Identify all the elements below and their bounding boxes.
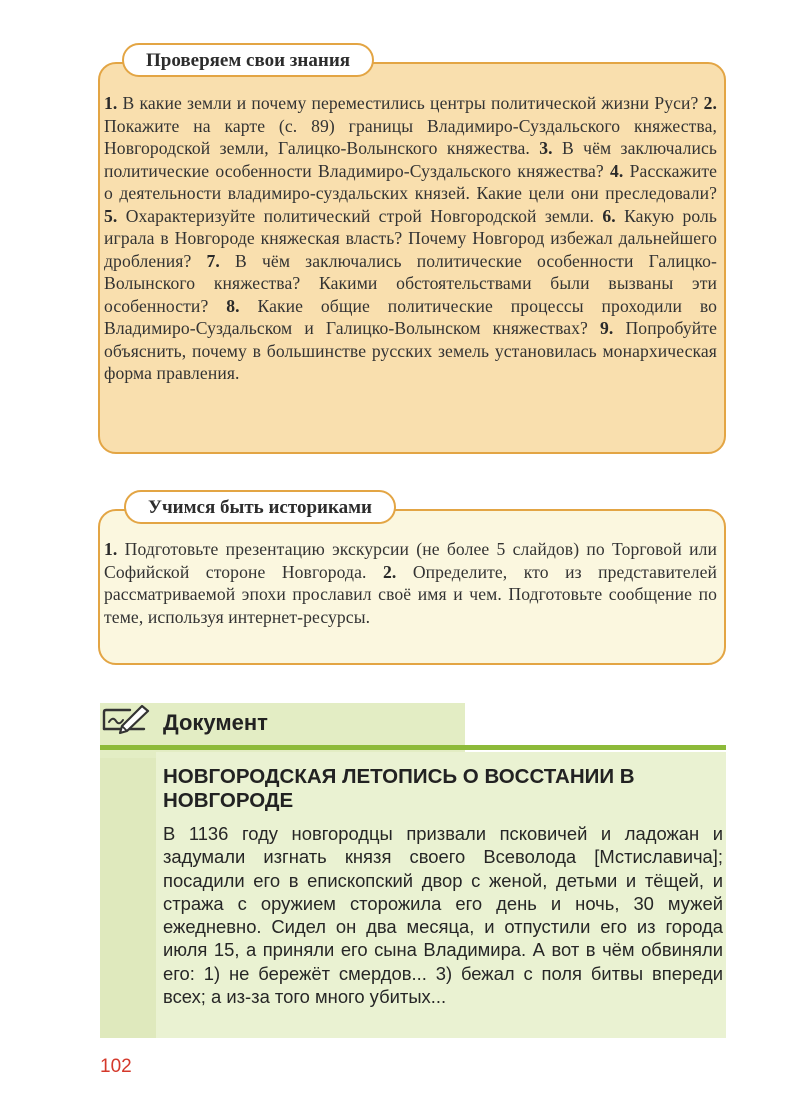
question-number: 7. [206, 250, 220, 271]
question-text: Охарактеризуйте политический строй Новгородской земли. [125, 205, 594, 226]
document-title: НОВГОРОДСКАЯ ЛЕТОПИСЬ О ВОССТАНИИ В НОВГОРОДЕ [163, 765, 635, 812]
learn-historians-title: Учимся быть историками [124, 490, 396, 524]
question-number: 3. [539, 138, 553, 158]
document-divider [100, 745, 726, 750]
question-number: 5. [104, 205, 118, 226]
question-text: Расскажите о деятельности владимиро-суздальских князей. Какие цели они преследовали? [104, 160, 718, 203]
task-text: Определите, кто из представителей рассматриваемой эпохи прославил своё имя и чем. Подготовьте сообщение по теме, используя интернет-ресурсы. [104, 561, 717, 627]
document-side-stripe [100, 758, 156, 1038]
check-knowledge-title: Проверяем свои знания [122, 43, 374, 77]
document-heading: Документ [163, 710, 268, 735]
pen-writing-icon [100, 702, 152, 736]
check-knowledge-questions [104, 92, 717, 385]
question-text: Какие общие политические процессы проходили во Владимиро-Суздальском и Галицко-Волынском княжествах? [104, 295, 718, 338]
page-number: 102 [100, 1056, 132, 1077]
learn-historians-tasks [104, 538, 717, 628]
question-number: 1. [104, 93, 118, 113]
question-text: Какую роль играла в Новгороде княжеская власть? Почему Новгород избежал дальнейшего дробления? [104, 205, 718, 271]
question-number: 8. [226, 295, 240, 316]
question-number: 4. [610, 160, 624, 181]
task-number: 1. [104, 539, 118, 559]
task-text: Подготовьте презентацию экскурсии (не более 5 слайдов) по Торговой или Софийской стороне Новгорода. [104, 539, 717, 582]
task-number: 2. [382, 561, 397, 582]
document-body-text: В 1136 году новгородцы призвали псковичей и ладожан и задумали изгнать князя своего Всеволода [Мстиславича]; посадили его в епископский двор с женой, детьми и тёщей, и стража с оружием сторожила его день и ночь, 30 мужей ежедневно. Сидел он два месяца, и отпустили его из города июля 15, а приняли его сына Владимира. А вот в чём обвиняли его: 1) не бережёт смердов... 3) бежал с поля битвы впереди всех; а из-за того много убитых... [163, 823, 723, 1008]
question-text: В чём заключались политические особенности Владимиро-Суздальского княжества? [104, 138, 718, 181]
question-text: В какие земли и почему переместились центры политической жизни Руси? [122, 93, 699, 113]
question-text: В чём заключались политические особенности Галицко-Волынского княжества? Какими обстоятельствами были вызваны эти особенности? [104, 250, 717, 316]
question-number: 9. [600, 318, 614, 338]
question-number: 6. [602, 205, 616, 226]
question-text: Покажите на карте (с. 89) границы Владимиро-Суздальского княжества, Новгородской земли, Галицко-Волынского княжества. [104, 115, 717, 158]
question-text: Попробуйте объяснить, почему в большинстве русских земель установилась монархическая форма правления. [104, 318, 718, 383]
question-number: 2. [703, 93, 717, 113]
